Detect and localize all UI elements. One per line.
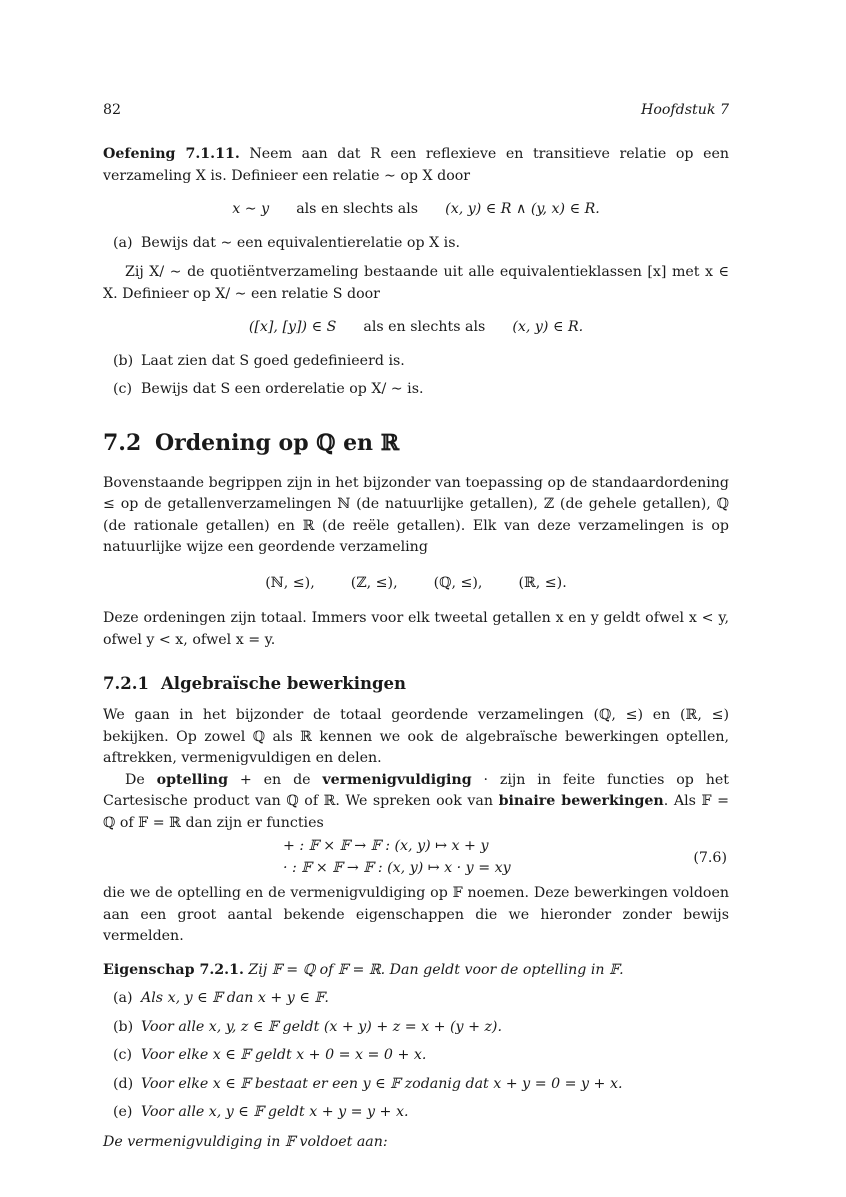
item-text: Bewijs dat S een orderelatie op X/ ∼ is. <box>141 381 424 397</box>
subsection-number: 7.2.1 <box>103 674 149 693</box>
display1-rhs: (x, y) ∈ R ∧ (y, x) ∈ R. <box>445 201 600 217</box>
tuple-n: (ℕ, ≤), <box>265 574 315 591</box>
equation-row-addition: + : 𝔽 × 𝔽 → 𝔽 : (x, y) ↦ x + y <box>283 838 489 854</box>
tuple-r: (ℝ, ≤). <box>518 574 567 591</box>
subsection-para2 <box>103 770 729 835</box>
running-header <box>103 100 729 122</box>
subsection-title: Algebraïsche bewerkingen <box>161 674 407 693</box>
subsection-heading <box>103 673 729 695</box>
exercise-intro-text: Neem aan dat R een reflexieve en transitieve relatie op een verzameling X is. Definieer een relatie ∼ op X door <box>103 146 730 184</box>
section-para2: Deze ordeningen zijn totaal. Immers voor elk tweetal getallen x en y geldt ofwel x < y, ofwel y < x, ofwel x = y. <box>103 610 729 648</box>
section-title: Ordening op ℚ en ℝ <box>155 429 399 456</box>
exercise-list-a <box>113 233 729 255</box>
term-binaire-bewerkingen: binaire bewerkingen <box>498 793 664 809</box>
equation-7-6 <box>103 836 729 879</box>
page-number: 82 <box>103 102 122 118</box>
property-label: Eigenschap 7.2.1. <box>103 961 244 978</box>
item-text: Voor elke x ∈ 𝔽 geldt x + 0 = x = 0 + x. <box>141 1047 427 1063</box>
display2-rhs: (x, y) ∈ R. <box>512 319 584 335</box>
item-label: (b) <box>113 352 134 369</box>
display-equation-2 <box>103 317 729 339</box>
display2-lhs: ([x], [y]) ∈ S <box>248 319 337 335</box>
item-text: Voor alle x, y ∈ 𝔽 geldt x + y = y + x. <box>141 1104 409 1120</box>
tuple-z: (ℤ, ≤), <box>350 574 398 591</box>
item-text: Bewijs dat ∼ een equivalentierelatie op X is. <box>141 234 461 251</box>
display-equation-1 <box>103 199 729 221</box>
list-item <box>113 1102 729 1124</box>
property-closing: De vermenigvuldiging in 𝔽 voldoet aan: <box>103 1133 388 1150</box>
item-label: (a) <box>113 990 133 1006</box>
property-list <box>113 988 729 1124</box>
item-label: (b) <box>113 1018 134 1035</box>
ordered-sets-display <box>103 573 729 595</box>
item-text: Voor alle x, y, z ∈ 𝔽 geldt (x + y) + z = x + (y + z). <box>141 1018 502 1035</box>
list-item <box>113 1017 729 1039</box>
term-vermenigvuldiging: vermenigvuldiging <box>322 771 472 788</box>
text-run: + en de <box>228 771 323 788</box>
text-run: · zijn in feite functies op het Cartesische product van ℚ of ℝ. We spreken ook van <box>103 771 729 809</box>
section-number: 7.2 <box>103 429 142 456</box>
text-run: De <box>125 771 157 788</box>
item-text: Voor elke x ∈ 𝔽 bestaat er een y ∈ 𝔽 zodanig dat x + y = 0 = y + x. <box>141 1075 623 1092</box>
display1-mid: als en slechts als <box>296 201 419 217</box>
list-item <box>113 1074 729 1096</box>
item-text: Laat zien dat S goed gedefinieerd is. <box>141 352 405 369</box>
term-optelling: optelling <box>156 771 229 788</box>
list-item <box>113 379 729 401</box>
property-intro-text: Zij 𝔽 = ℚ of 𝔽 = ℝ. Dan geldt voor de optelling in 𝔽. <box>248 961 624 978</box>
item-label: (d) <box>113 1075 134 1092</box>
property-intro <box>103 960 729 982</box>
exercise-list-bc <box>113 351 729 401</box>
exercise-para2: Zij X/ ∼ de quotiëntverzameling bestaande uit alle equivalentieklassen [x] met x ∈ X. Definieer op X/ ∼ een relatie S door <box>103 264 729 302</box>
exercise-label: Oefening 7.1.11. <box>103 146 240 162</box>
item-text: Als x, y ∈ 𝔽 dan x + y ∈ 𝔽. <box>141 990 329 1006</box>
page <box>103 100 729 1153</box>
display1-lhs: x ∼ y <box>232 201 270 217</box>
tuple-q: (ℚ, ≤), <box>433 574 483 591</box>
list-item <box>113 1045 729 1067</box>
list-item <box>113 233 729 255</box>
list-item <box>113 351 729 373</box>
equation-row-multiplication: · : 𝔽 × 𝔽 → 𝔽 : (x, y) ↦ x · y = xy <box>283 859 511 876</box>
section-heading <box>103 429 729 457</box>
section-para1: Bovenstaande begrippen zijn in het bijzonder van toepassing op de standaardordening ≤ op de getallenverzamelingen ℕ (de natuurlijke getallen), ℤ (de gehele getallen), ℚ (de rationale getallen) en ℝ (de reële getallen). Elk van deze verzamelingen is op natuurlijke wijze een geordende verzameling <box>103 474 729 555</box>
subsection-para3: die we de optelling en de vermenigvuldiging op 𝔽 noemen. Deze bewerkingen voldoen aan een groot aantal bekende eigenschappen die we hieronder zonder bewijs vermelden. <box>103 885 729 944</box>
list-item <box>113 988 729 1010</box>
subsection-para1: We gaan in het bijzonder de totaal geordende verzamelingen (ℚ, ≤) en (ℝ, ≤) bekijken. Op zowel ℚ als ℝ kennen we ook de algebraïsche bewerkingen optellen, aftrekken, vermenigvuldigen en delen. <box>103 707 729 766</box>
text-run: . Als 𝔽 = ℚ of 𝔽 = ℝ dan zijn er functies <box>103 793 729 831</box>
equation-number: (7.6) <box>693 850 727 866</box>
exercise-intro <box>103 144 729 187</box>
item-label: (c) <box>113 1047 133 1063</box>
chapter-title: Hoofdstuk 7 <box>640 102 729 118</box>
item-label: (a) <box>113 234 133 251</box>
display2-mid: als en slechts als <box>363 319 486 335</box>
item-label: (c) <box>113 381 133 397</box>
item-label: (e) <box>113 1104 133 1120</box>
